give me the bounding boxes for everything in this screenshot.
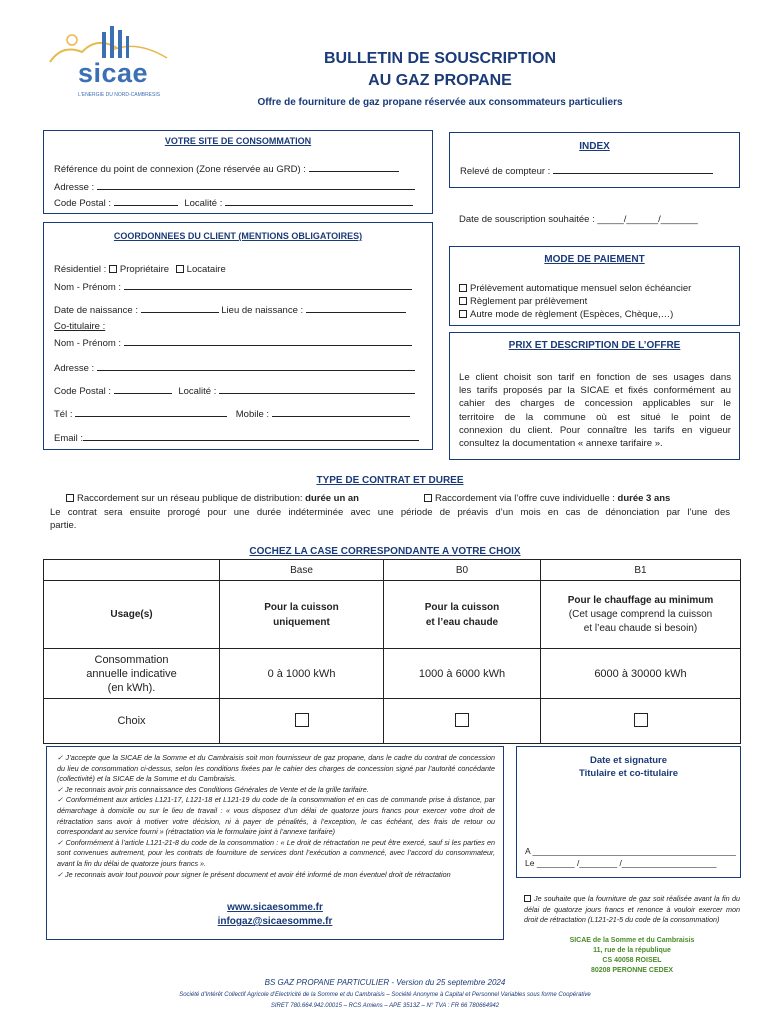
address-line: 80208 PERONNE CEDEX [590, 967, 674, 974]
legal-paragraph: ✓ Je reconnais avoir tout pouvoir pour signer le présent document et avoir été informé de mon éventuel droit de rétractation [57, 869, 451, 879]
table-header-row [44, 560, 741, 581]
table-title: COCHEZ LA CASE CORRESPONDANTE A VOTRE CHOIX [249, 546, 521, 557]
nom2-field[interactable] [124, 337, 412, 346]
nom-label: Nom - Prénom : [54, 282, 122, 293]
footer-siret: SIRET 780.664.942.00015 – RCS Amiens – APE 3513Z – N° TVA : FR 66 780664942 [270, 1003, 500, 1009]
date-souscription[interactable]: Date de souscription souhaitée : _____/______/_______ [459, 214, 698, 225]
offre-line: territoire de la commune où est situé le point de [459, 411, 731, 423]
offre-section [449, 332, 740, 460]
usage-b1 [541, 581, 741, 649]
signature-date[interactable]: Le ________ /________ /____________________ [525, 858, 717, 868]
raccordement-reseau-checkbox[interactable] [66, 494, 74, 502]
paiement-option-3: Autre mode de règlement (Espèces, Chèque,…) [470, 309, 674, 320]
choix-base-cell [220, 699, 384, 744]
email-label: Email : [54, 433, 84, 444]
address-line: SICAE de la Somme et du Cambraisis [569, 937, 695, 944]
logo-tagline: L'ENERGIE DU NORD-CAMBRESIS [78, 92, 161, 98]
page-title-line2: AU GAZ PROPANE [368, 72, 512, 89]
choix-b1-cell [541, 699, 741, 744]
legal-paragraph: ✓ Je reconnais avoir pris connaissance des Conditions Générales de Vente et de la grille tarifaire. [57, 784, 369, 794]
lieu-field[interactable] [306, 304, 406, 313]
signature-subtitle: Titulaire et co-titulaire [578, 768, 679, 779]
legal-section [46, 746, 504, 940]
retract-block [524, 894, 740, 926]
choix-b1-checkbox[interactable] [634, 713, 648, 727]
client-localite-label: Localité : [178, 386, 217, 397]
table-row-usage [44, 581, 741, 649]
paiement-option-2: Règlement par prélèvement [470, 296, 588, 307]
client-adresse-label: Adresse : [54, 363, 95, 374]
choix-b0-cell [384, 699, 541, 744]
usage-base [220, 581, 384, 649]
offre-text [459, 371, 731, 450]
offre-line: connexion du client. Pour connaître les tarifs en vigueur [459, 424, 731, 436]
client-section [43, 222, 433, 450]
cotitulaire-label: Co-titulaire : [54, 321, 106, 332]
col-header-b0: B0 [384, 560, 541, 581]
contrat-text: Le contrat sera ensuite prorogé pour une durée indéterminée avec une période de préavis d’un mois en cas de dénonciation par l’une des [50, 507, 730, 518]
email-field[interactable] [83, 432, 419, 441]
usage-b1-line: et l’eau chaude si besoin) [583, 622, 698, 634]
offre-line: Le client choisit son tarif en fonction de ses usages dans [459, 372, 731, 383]
contrat-opt1-duree: durée un an [305, 493, 359, 504]
offre-line: consultez la documentation « annexe tarifaire ». [459, 438, 663, 450]
contrat-opt1: Raccordement sur un réseau publique de distribution: [77, 493, 303, 504]
usage-b0 [384, 581, 541, 649]
client-localite-field[interactable] [219, 385, 415, 394]
client-cp-field[interactable] [114, 385, 172, 394]
mobile-field[interactable] [272, 408, 410, 417]
choix-b0-checkbox[interactable] [455, 713, 469, 727]
col-header-b1: B1 [541, 560, 741, 581]
site-cp-label: Code Postal : [54, 198, 112, 209]
releve-field[interactable] [553, 165, 713, 174]
retract-text [524, 894, 740, 926]
logo-name: sicae [78, 58, 149, 88]
index-title: INDEX [579, 141, 610, 152]
proprietaire-checkbox[interactable] [109, 265, 117, 273]
client-cp-label: Code Postal : [54, 386, 112, 397]
residentiel-label: Résidentiel : [54, 264, 107, 275]
contrat-title: TYPE DE CONTRAT ET DUREE [316, 475, 464, 486]
prelevement-auto-checkbox[interactable] [459, 284, 467, 292]
retract-label: Je souhaite que la fourniture de gaz soit réalisée avant la fin du délai de quatorze jours francs et renonce à vouloir exercer mon droit de rétractation (L121-21-5 du code de la consommation) [524, 894, 740, 925]
reglement-prelevement-checkbox[interactable] [459, 297, 467, 305]
naissance-field[interactable] [141, 304, 219, 313]
usage-label: Usage(s) [44, 581, 220, 649]
mobile-label: Mobile : [235, 409, 270, 420]
releve-label: Relevé de compteur : [460, 166, 551, 177]
contrat-opt2-duree: durée 3 ans [617, 493, 671, 504]
index-section [449, 132, 740, 188]
offre-line: cahier des charges de concession applicables sur le [459, 398, 731, 410]
footer-version: BS GAZ PROPANE PARTICULIER - Version du 25 septembre 2024 [264, 978, 506, 987]
conso-label-line: (en kWh). [107, 681, 156, 694]
usage-b0-line: et l’eau chaude [425, 616, 499, 628]
client-adresse-field[interactable] [97, 362, 415, 371]
legal-text [57, 753, 495, 880]
usage-base-line: Pour la cuisson [264, 601, 339, 613]
usage-b1-line: (Cet usage comprend la cuisson [568, 608, 713, 620]
footer-company: Société d’Intérêt Collectif Agricole d’Electricité de la Somme et du Cambraisis – Société Anonyme à Capital et Personnel Variables sous forme Coopérative [179, 992, 591, 998]
website-link[interactable]: www.sicaesomme.fr [227, 902, 323, 913]
raccordement-cuve-checkbox[interactable] [424, 494, 432, 502]
usage-base-line: uniquement [273, 616, 330, 628]
choix-label: Choix [44, 699, 220, 744]
conso-label [44, 649, 220, 699]
locataire-checkbox[interactable] [176, 265, 184, 273]
signature-title: Date et signature [589, 755, 668, 766]
site-cp-field[interactable] [114, 197, 178, 206]
offre-line: les tarifs proposés par la SICAE et fixés conformément au [459, 385, 731, 397]
conso-b0: 1000 à 6000 kWh [384, 649, 541, 699]
autre-reglement-checkbox[interactable] [459, 310, 467, 318]
choix-base-checkbox[interactable] [295, 713, 309, 727]
signature-section [516, 746, 741, 878]
sicae-address [524, 936, 740, 976]
site-localite-label: Localité : [184, 198, 223, 209]
contrat-opt2: Raccordement via l’offre cuve individuelle : [435, 493, 615, 504]
client-title: COORDONNEES DU CLIENT (MENTIONS OBLIGATOIRES) [113, 231, 363, 241]
paiement-title: MODE DE PAIEMENT [544, 254, 645, 265]
conso-label-line: annuelle indicative [86, 667, 177, 680]
tel-label: Tél : [54, 409, 73, 420]
conso-label-line: Consommation [94, 653, 169, 666]
usage-b0-line: Pour la cuisson [424, 601, 500, 613]
site-section [43, 130, 433, 214]
retract-checkbox[interactable] [524, 895, 531, 902]
signature-lieu[interactable]: A ___________________________________________ [525, 846, 736, 856]
locataire-label: Locataire [186, 264, 226, 275]
naissance-label: Date de naissance : [54, 305, 138, 316]
legal-paragraph: ✓ Conformément à l’article L121-21-8 du code de la consommation : « Le droit de rétractation ne peut être exercé, sauf si les parties en sont convenues autrement, pour les contrats de fourniture de services dont l’exécution a commencé, avec l’accord du consommateur, avant la fin du délai de quatorze jours francs ». [57, 837, 495, 868]
legal-paragraph: ✓ Conformément aux articles L121-17, L121-18 et L121-19 du code de la consommation et en cas de commande prise à distance, par démarchage à domicile ou sur le lieu de travail : « vous disposez d’un délai de quatorze jours francs pour exercer votre droit de rétractation sans avoir à motiver votre décision, ni à payer de pénalités, à l’exception, le cas échéant, des frais de retour ou correspondant au service fourni » (rétractation via le formulaire joint à l’annexe tarifaire) [57, 795, 495, 837]
lieu-label: Lieu de naissance : [221, 305, 304, 316]
tarif-table [43, 559, 741, 744]
paiement-section [449, 246, 740, 326]
col-header-base: Base [220, 560, 384, 581]
ref-field[interactable] [309, 163, 399, 172]
tel-field[interactable] [75, 408, 227, 417]
usage-b1-line: Pour le chauffage au minimum [567, 594, 714, 606]
contrat-text-end: partie. [50, 520, 77, 531]
table-row-conso [44, 649, 741, 699]
site-localite-field[interactable] [225, 197, 413, 206]
nom2-label: Nom - Prénom : [54, 338, 122, 349]
site-adresse-label: Adresse : [54, 182, 95, 193]
site-title: VOTRE SITE DE CONSOMMATION [164, 136, 312, 146]
address-line: 11, rue de la république [593, 947, 671, 954]
ref-label: Référence du point de connexion (Zone réservée au GRD) : [54, 164, 306, 175]
page-subtitle: Offre de fourniture de gaz propane réservée aux consommateurs particuliers [257, 97, 623, 108]
proprietaire-label: Propriétaire [119, 264, 170, 275]
email-link[interactable]: infogaz@sicaesomme.fr [217, 916, 333, 927]
conso-b1: 6000 à 30000 kWh [541, 649, 741, 699]
table-row-choix [44, 699, 741, 744]
offre-title: PRIX ET DESCRIPTION DE L’OFFRE [508, 340, 681, 351]
site-adresse-field[interactable] [97, 181, 415, 190]
legal-paragraph: ✓ J’accepte que la SICAE de la Somme et du Cambraisis soit mon fournisseur de gaz propane, dans le cadre du contrat de concession du lieu de consommation ci-dessus, selon les conditions fixées par le cahier des charges de concession signé par l’autorité concédante (collectivité) et la SICAE de la Somme et du Cambraisis. [57, 753, 495, 784]
page-title-line1: BULLETIN DE SOUSCRIPTION [323, 50, 556, 67]
conso-base: 0 à 1000 kWh [220, 649, 384, 699]
table-header-empty [44, 560, 220, 581]
nom-field[interactable] [124, 281, 412, 290]
address-line: CS 40058 ROISEL [602, 957, 662, 964]
paiement-option-1: Prélèvement automatique mensuel selon échéancier [470, 283, 692, 294]
